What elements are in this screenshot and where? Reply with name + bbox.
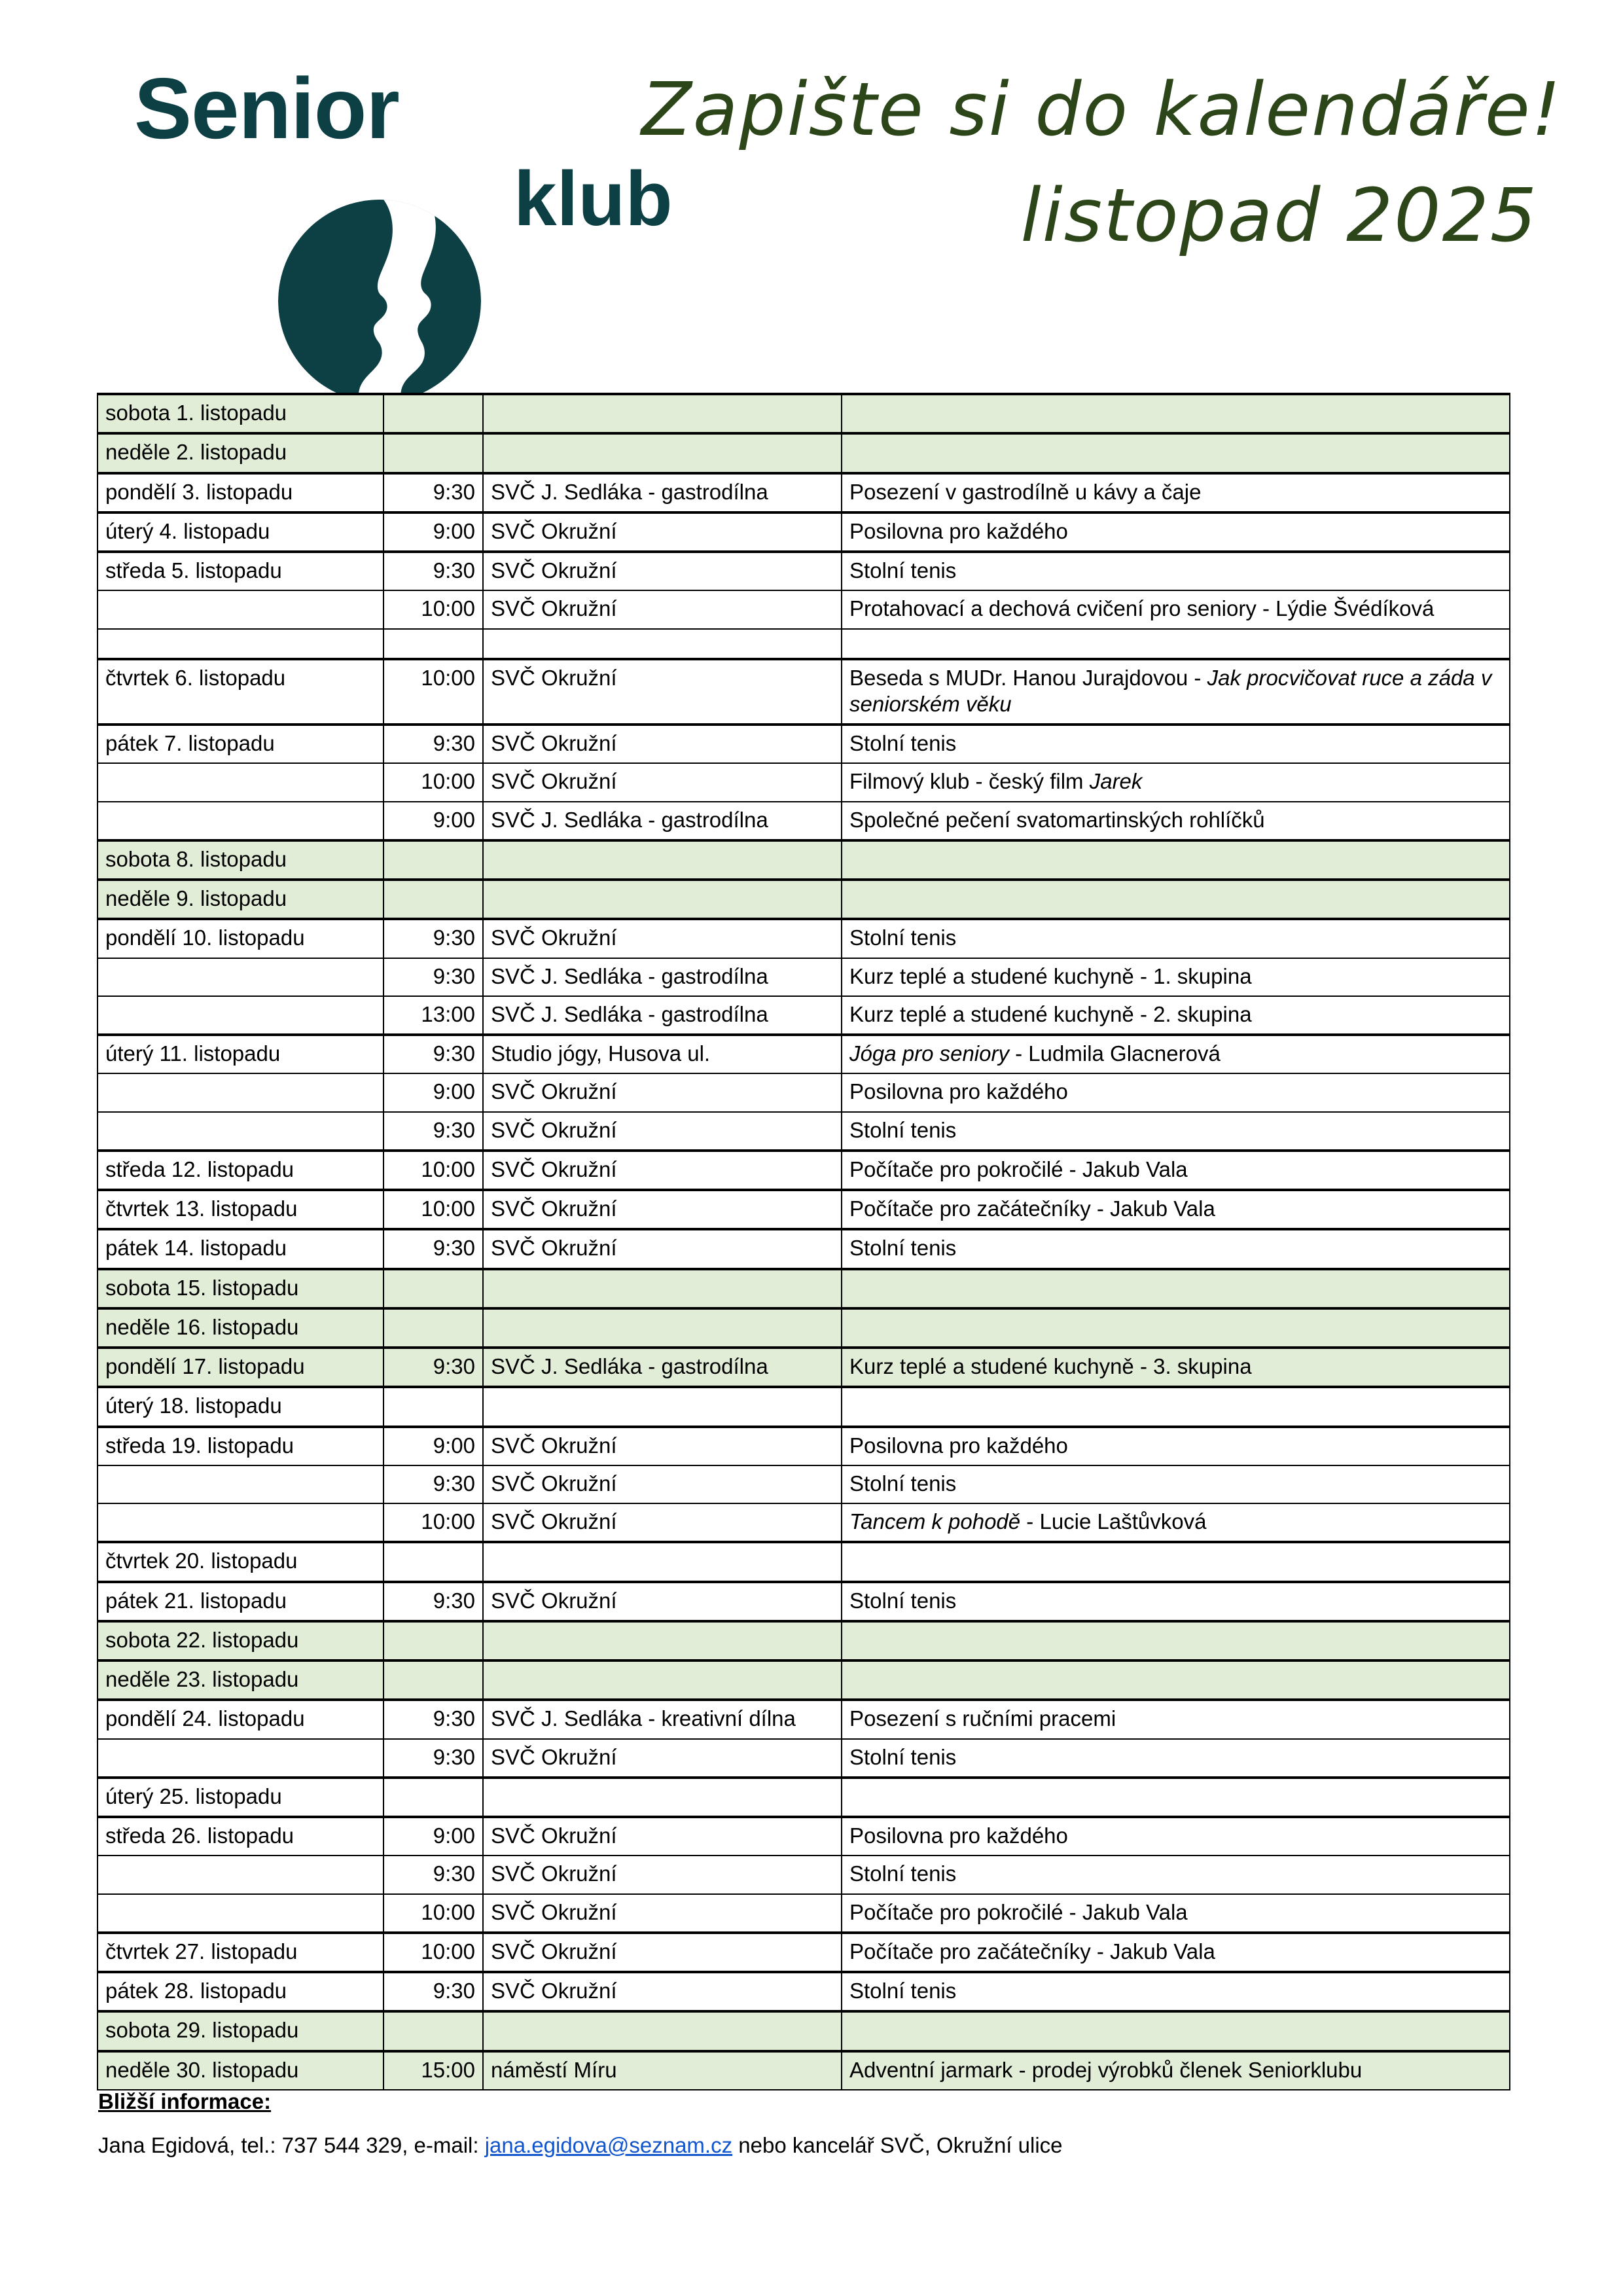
cell-date: sobota 8. listopadu xyxy=(98,840,383,880)
activity-title-emphasis: Jak procvičovat ruce a záda v seniorském věku xyxy=(849,665,1492,716)
cell-location: SVČ Okružní xyxy=(483,1972,842,2011)
cell-location xyxy=(483,1308,842,1348)
table-row xyxy=(98,629,1510,659)
cell-location: SVČ Okružní xyxy=(483,1151,842,1190)
cell-time: 9:30 xyxy=(383,1229,483,1268)
cell-date: sobota 15. listopadu xyxy=(98,1269,383,1308)
table-row xyxy=(98,1817,1510,1856)
table-row xyxy=(98,1465,1510,1503)
activity-text: Filmový klub - český film xyxy=(849,769,1090,794)
table-row xyxy=(98,919,1510,958)
cell-activity: Počítače pro začátečníky - Jakub Vala xyxy=(842,1933,1510,1972)
activity-title-emphasis: Tancem k pohodě xyxy=(849,1509,1021,1534)
cell-activity: Společné pečení svatomartinských rohlíčků xyxy=(842,802,1510,840)
cell-time: 10:00 xyxy=(383,1151,483,1190)
cell-activity: Posezení v gastrodílně u kávy a čaje xyxy=(842,473,1510,512)
cell-time xyxy=(383,433,483,473)
cell-location: SVČ Okružní xyxy=(483,763,842,801)
cell-location xyxy=(483,880,842,919)
cell-date xyxy=(98,958,383,996)
seniorklub-logo xyxy=(121,36,673,363)
cell-date xyxy=(98,1894,383,1933)
cell-activity: Posilovna pro každého xyxy=(842,1427,1510,1465)
cell-activity: Adventní jarmark - prodej výrobků členek Seniorklubu xyxy=(842,2051,1510,2090)
cell-location xyxy=(483,433,842,473)
table-row xyxy=(98,1035,1510,1073)
cell-time: 9:30 xyxy=(383,1972,483,2011)
footer-text-before: Jana Egidová, tel.: 737 544 329, e-mail: xyxy=(98,2133,485,2158)
cell-location: SVČ J. Sedláka - gastrodílna xyxy=(483,802,842,840)
cell-time: 9:30 xyxy=(383,1465,483,1503)
table-row xyxy=(98,1972,1510,2011)
cell-location: SVČ Okružní xyxy=(483,1739,842,1778)
table-row xyxy=(98,802,1510,840)
cell-location: SVČ Okružní xyxy=(483,1465,842,1503)
cell-time: 9:30 xyxy=(383,919,483,958)
cell-location: SVČ Okružní xyxy=(483,1427,842,1465)
calendar-table xyxy=(97,393,1510,2090)
cell-activity xyxy=(842,1035,1510,1073)
cell-time: 9:30 xyxy=(383,552,483,590)
cell-location: SVČ Okružní xyxy=(483,552,842,590)
cell-time: 9:30 xyxy=(383,473,483,512)
cell-location: SVČ Okružní xyxy=(483,1229,842,1268)
title-line-2: listopad 2025 xyxy=(1020,173,1538,259)
cell-location xyxy=(483,629,842,659)
cell-date: pátek 21. listopadu xyxy=(98,1582,383,1621)
table-row xyxy=(98,1894,1510,1933)
cell-activity xyxy=(842,763,1510,801)
cell-time: 9:30 xyxy=(383,958,483,996)
cell-date xyxy=(98,1465,383,1503)
cell-time xyxy=(383,1542,483,1581)
logo-word-senior: Senior xyxy=(134,60,399,156)
cell-date xyxy=(98,1503,383,1542)
cell-location: SVČ Okružní xyxy=(483,1503,842,1542)
footer-heading: Bližší informace: xyxy=(98,2089,272,2113)
cell-activity xyxy=(842,2011,1510,2051)
cell-location: SVČ Okružní xyxy=(483,1073,842,1111)
table-row xyxy=(98,1933,1510,1972)
cell-activity xyxy=(842,394,1510,433)
footer-text-after: nebo kancelář SVČ, Okružní ulice xyxy=(732,2133,1063,2158)
cell-time: 9:30 xyxy=(383,1582,483,1621)
activity-text: - Lucie Laštůvková xyxy=(1020,1509,1207,1534)
cell-location xyxy=(483,2011,842,2051)
cell-activity: Stolní tenis xyxy=(842,1582,1510,1621)
cell-location: SVČ Okružní xyxy=(483,659,842,725)
cell-date xyxy=(98,996,383,1035)
cell-time xyxy=(383,1660,483,1700)
cell-time xyxy=(383,1621,483,1660)
table-row xyxy=(98,1073,1510,1111)
cell-date: pátek 7. listopadu xyxy=(98,725,383,763)
cell-location xyxy=(483,1660,842,1700)
cell-date: středa 26. listopadu xyxy=(98,1817,383,1856)
cell-date xyxy=(98,629,383,659)
calendar-table-wrapper xyxy=(97,393,1509,2090)
table-row xyxy=(98,1542,1510,1581)
cell-activity xyxy=(842,880,1510,919)
table-row xyxy=(98,659,1510,725)
cell-location: SVČ Okružní xyxy=(483,919,842,958)
cell-location xyxy=(483,1778,842,1817)
cell-location: SVČ Okružní xyxy=(483,590,842,628)
cell-activity xyxy=(842,433,1510,473)
table-row xyxy=(98,1778,1510,1817)
cell-time: 13:00 xyxy=(383,996,483,1035)
cell-time: 10:00 xyxy=(383,1894,483,1933)
cell-location: SVČ J. Sedláka - gastrodílna xyxy=(483,473,842,512)
cell-time xyxy=(383,2011,483,2051)
cell-location: SVČ J. Sedláka - gastrodílna xyxy=(483,996,842,1035)
cell-location: SVČ J. Sedláka - gastrodílna xyxy=(483,1348,842,1387)
cell-time: 10:00 xyxy=(383,763,483,801)
cell-date: sobota 1. listopadu xyxy=(98,394,383,433)
cell-time: 9:30 xyxy=(383,1739,483,1778)
cell-location: Studio jógy, Husova ul. xyxy=(483,1035,842,1073)
cell-date: neděle 16. listopadu xyxy=(98,1308,383,1348)
cell-time xyxy=(383,394,483,433)
cell-location xyxy=(483,1387,842,1426)
cell-time xyxy=(383,880,483,919)
cell-location xyxy=(483,1621,842,1660)
cell-date: sobota 29. listopadu xyxy=(98,2011,383,2051)
cell-activity xyxy=(842,1621,1510,1660)
cell-time: 9:30 xyxy=(383,1856,483,1893)
cell-date: čtvrtek 13. listopadu xyxy=(98,1190,383,1229)
email-link[interactable]: jana.egidova@seznam.cz xyxy=(484,2133,733,2158)
cell-location: SVČ Okružní xyxy=(483,1190,842,1229)
cell-location xyxy=(483,1542,842,1581)
table-row xyxy=(98,1503,1510,1542)
cell-activity xyxy=(842,1778,1510,1817)
cell-activity xyxy=(842,1387,1510,1426)
table-row xyxy=(98,433,1510,473)
title-line-1: Zapište si do kalendáře! xyxy=(641,67,1562,152)
cell-date: úterý 18. listopadu xyxy=(98,1387,383,1426)
cell-time xyxy=(383,1308,483,1348)
cell-time xyxy=(383,629,483,659)
cell-activity xyxy=(842,1308,1510,1348)
cell-time xyxy=(383,1778,483,1817)
cell-time: 9:00 xyxy=(383,802,483,840)
cell-activity xyxy=(842,659,1510,725)
table-row xyxy=(98,1700,1510,1738)
table-row xyxy=(98,1582,1510,1621)
cell-location: náměstí Míru xyxy=(483,2051,842,2090)
cell-date: středa 5. listopadu xyxy=(98,552,383,590)
cell-activity: Kurz teplé a studené kuchyně - 2. skupina xyxy=(842,996,1510,1035)
cell-activity: Počítače pro pokročilé - Jakub Vala xyxy=(842,1894,1510,1933)
cell-activity: Stolní tenis xyxy=(842,919,1510,958)
cell-activity: Stolní tenis xyxy=(842,1112,1510,1151)
table-row xyxy=(98,1308,1510,1348)
cell-location: SVČ Okružní xyxy=(483,1933,842,1972)
cell-activity: Posilovna pro každého xyxy=(842,1817,1510,1856)
cell-location: SVČ Okružní xyxy=(483,1856,842,1893)
cell-date: úterý 11. listopadu xyxy=(98,1035,383,1073)
cell-time: 9:30 xyxy=(383,1035,483,1073)
cell-location: SVČ Okružní xyxy=(483,1582,842,1621)
cell-activity: Posilovna pro každého xyxy=(842,1073,1510,1111)
cell-activity: Kurz teplé a studené kuchyně - 1. skupina xyxy=(842,958,1510,996)
cell-location: SVČ Okružní xyxy=(483,1112,842,1151)
cell-date: pondělí 3. listopadu xyxy=(98,473,383,512)
table-row xyxy=(98,1427,1510,1465)
two-faces-circle-icon xyxy=(275,196,484,406)
table-row xyxy=(98,2051,1510,2090)
activity-text: - Ludmila Glacnerová xyxy=(1008,1041,1221,1066)
cell-date: pondělí 10. listopadu xyxy=(98,919,383,958)
table-row xyxy=(98,1660,1510,1700)
cell-time: 10:00 xyxy=(383,1933,483,1972)
activity-text: Beseda s MUDr. Hanou Jurajdovou - xyxy=(849,665,1207,690)
footer-contact-line xyxy=(98,2128,1538,2162)
cell-date: pátek 28. listopadu xyxy=(98,1972,383,2011)
cell-date: neděle 9. listopadu xyxy=(98,880,383,919)
cell-activity: Počítače pro začátečníky - Jakub Vala xyxy=(842,1190,1510,1229)
cell-date xyxy=(98,1112,383,1151)
activity-title-emphasis: Jarek xyxy=(1089,769,1143,794)
cell-date: pondělí 24. listopadu xyxy=(98,1700,383,1738)
cell-time: 9:30 xyxy=(383,1112,483,1151)
cell-time xyxy=(383,1269,483,1308)
cell-activity: Protahovací a dechová cvičení pro seniory - Lýdie Švédíková xyxy=(842,590,1510,628)
table-row xyxy=(98,1387,1510,1426)
page-header xyxy=(0,0,1623,367)
cell-date xyxy=(98,802,383,840)
cell-location: SVČ Okružní xyxy=(483,1817,842,1856)
cell-date xyxy=(98,1739,383,1778)
activity-title-emphasis: Jóga pro seniory xyxy=(849,1041,1009,1066)
cell-activity xyxy=(842,840,1510,880)
table-row xyxy=(98,1621,1510,1660)
cell-location xyxy=(483,1269,842,1308)
footer-contact xyxy=(98,2085,1538,2162)
cell-date: úterý 25. listopadu xyxy=(98,1778,383,1817)
cell-location: SVČ J. Sedláka - kreativní dílna xyxy=(483,1700,842,1738)
cell-time: 9:30 xyxy=(383,1348,483,1387)
cell-activity xyxy=(842,629,1510,659)
cell-location xyxy=(483,840,842,880)
table-row xyxy=(98,1190,1510,1229)
cell-date xyxy=(98,1856,383,1893)
cell-time: 10:00 xyxy=(383,659,483,725)
table-row xyxy=(98,512,1510,552)
table-row xyxy=(98,763,1510,801)
table-row xyxy=(98,1151,1510,1190)
cell-time: 15:00 xyxy=(383,2051,483,2090)
table-row xyxy=(98,880,1510,919)
cell-date: čtvrtek 20. listopadu xyxy=(98,1542,383,1581)
cell-time: 9:00 xyxy=(383,1817,483,1856)
cell-activity: Stolní tenis xyxy=(842,1229,1510,1268)
cell-activity xyxy=(842,1660,1510,1700)
table-row xyxy=(98,996,1510,1035)
page-title xyxy=(641,67,1562,259)
table-row xyxy=(98,552,1510,590)
table-row xyxy=(98,1112,1510,1151)
cell-date: středa 19. listopadu xyxy=(98,1427,383,1465)
table-row xyxy=(98,1269,1510,1308)
cell-activity: Kurz teplé a studené kuchyně - 3. skupina xyxy=(842,1348,1510,1387)
table-row xyxy=(98,1229,1510,1268)
cell-time: 9:00 xyxy=(383,512,483,552)
table-row xyxy=(98,1856,1510,1893)
cell-time: 9:00 xyxy=(383,1073,483,1111)
cell-time: 9:00 xyxy=(383,1427,483,1465)
cell-date: pondělí 17. listopadu xyxy=(98,1348,383,1387)
cell-time: 10:00 xyxy=(383,1190,483,1229)
cell-time: 9:30 xyxy=(383,725,483,763)
cell-date xyxy=(98,763,383,801)
cell-activity: Stolní tenis xyxy=(842,725,1510,763)
cell-activity: Stolní tenis xyxy=(842,552,1510,590)
cell-activity: Posilovna pro každého xyxy=(842,512,1510,552)
cell-location: SVČ Okružní xyxy=(483,512,842,552)
cell-date: pátek 14. listopadu xyxy=(98,1229,383,1268)
cell-location xyxy=(483,394,842,433)
cell-time: 10:00 xyxy=(383,1503,483,1542)
cell-time xyxy=(383,840,483,880)
table-row xyxy=(98,394,1510,433)
cell-date xyxy=(98,1073,383,1111)
cell-activity: Posezení s ručními pracemi xyxy=(842,1700,1510,1738)
cell-activity: Počítače pro pokročilé - Jakub Vala xyxy=(842,1151,1510,1190)
table-row xyxy=(98,473,1510,512)
calendar-table-body xyxy=(98,394,1510,2090)
cell-activity: Stolní tenis xyxy=(842,1739,1510,1778)
table-row xyxy=(98,725,1510,763)
cell-date: středa 12. listopadu xyxy=(98,1151,383,1190)
cell-activity: Stolní tenis xyxy=(842,1465,1510,1503)
table-row xyxy=(98,1348,1510,1387)
cell-activity xyxy=(842,1542,1510,1581)
table-row xyxy=(98,958,1510,996)
cell-date: neděle 23. listopadu xyxy=(98,1660,383,1700)
cell-location: SVČ Okružní xyxy=(483,725,842,763)
logo-word-klub: klub xyxy=(514,156,673,242)
cell-location: SVČ J. Sedláka - gastrodílna xyxy=(483,958,842,996)
cell-date: neděle 2. listopadu xyxy=(98,433,383,473)
cell-date xyxy=(98,590,383,628)
cell-date: čtvrtek 6. listopadu xyxy=(98,659,383,725)
cell-activity xyxy=(842,1503,1510,1542)
cell-date: sobota 22. listopadu xyxy=(98,1621,383,1660)
cell-location: SVČ Okružní xyxy=(483,1894,842,1933)
table-row xyxy=(98,590,1510,628)
cell-time xyxy=(383,1387,483,1426)
cell-activity xyxy=(842,1269,1510,1308)
cell-activity: Stolní tenis xyxy=(842,1856,1510,1893)
table-row xyxy=(98,1739,1510,1778)
table-row xyxy=(98,840,1510,880)
cell-date: čtvrtek 27. listopadu xyxy=(98,1933,383,1972)
cell-date: úterý 4. listopadu xyxy=(98,512,383,552)
table-row xyxy=(98,2011,1510,2051)
cell-activity: Stolní tenis xyxy=(842,1972,1510,2011)
cell-time: 9:30 xyxy=(383,1700,483,1738)
cell-time: 10:00 xyxy=(383,590,483,628)
cell-date: neděle 30. listopadu xyxy=(98,2051,383,2090)
